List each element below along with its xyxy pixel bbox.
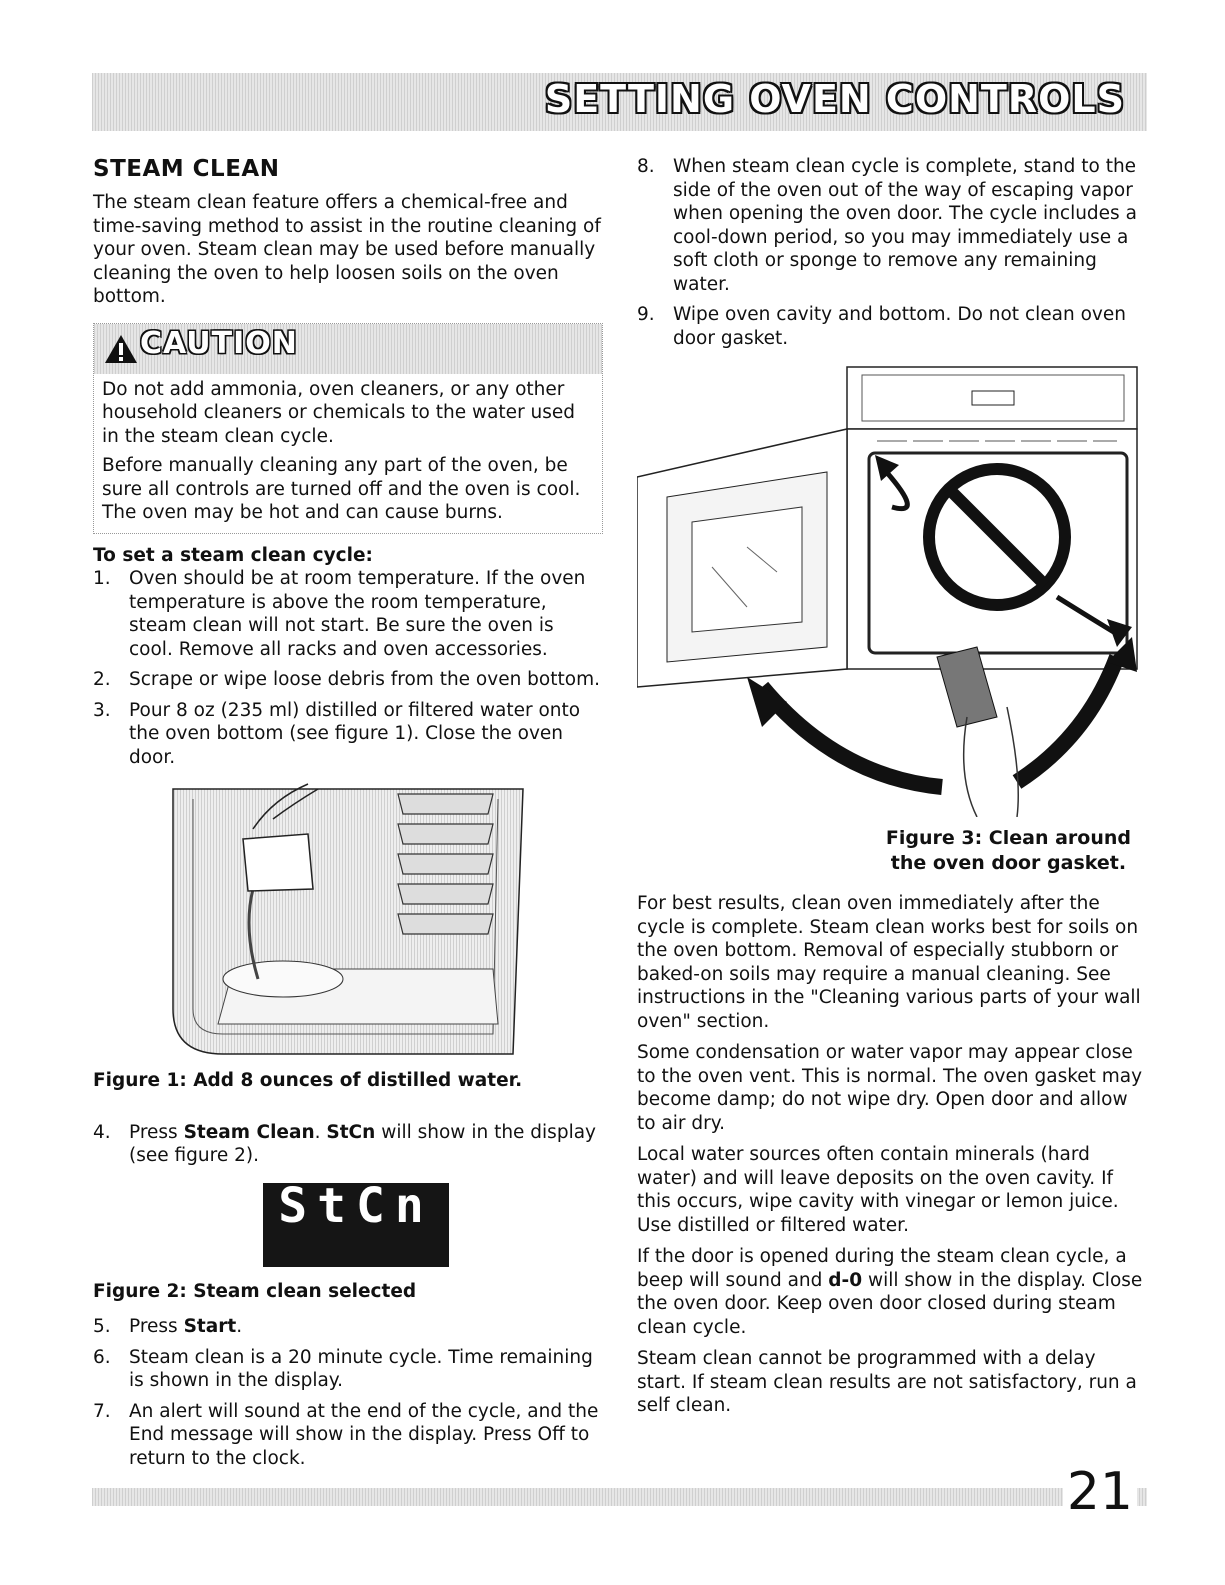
caution-box [93,323,603,534]
step-number: 1. [93,568,111,589]
step-text: An alert will sound at the end of the cycle, and the End message will show in the display. Press Off to return to the clock. [129,1400,599,1469]
figure-3-illustration [637,357,1145,882]
list-item [93,699,603,770]
step-number: 3. [93,699,111,721]
steps-list-b [93,1315,603,1470]
caution-title: CAUTION [140,325,298,361]
steam-clean-heading: STEAM CLEAN [93,156,280,182]
step-text: Oven should be at room temperature. If the oven temperature is above the room temperature, steam clean will not start. Be sure the oven is cool. Remove all racks and oven accessories. [129,568,586,660]
figure-2-illustration [93,1178,603,1270]
condensation-paragraph: Some condensation or water vapor may appear close to the oven vent. This is normal. The oven gasket may become damp; do not wipe dry. Open door and allow to air dry. [637,1042,1143,1134]
intro-paragraph: The steam clean feature offers a chemical-free and time-saving method to assist in the routine cleaning of your oven. Steam clean may be used before manually cleaning the oven to help loosen soils on the oven bottom. [93,192,601,307]
list-item [93,1346,603,1393]
step-number: 9. [637,304,655,325]
steam-clean-label: Steam Clean [183,1121,315,1143]
list-item [93,1315,603,1339]
steps-list-a [93,567,603,769]
figure-3-caption [886,826,1131,876]
step-text: . [236,1316,243,1337]
section-title: SETTING OVEN CONTROLS [544,77,1125,121]
steps-list-c [637,155,1145,350]
hard-water-paragraph: Local water sources often contain minerals (hard water) and will leave deposits on the oven cavity. If this occurs, wipe cavity with vinegar or lemon juice. Use distilled or filtered water. [637,1144,1119,1236]
step-number: 8. [637,156,655,177]
figure-1-caption: Figure 1: Add 8 ounces of distilled water. [93,1070,523,1091]
oven-door-gasket-image [637,357,1145,817]
footer-band [92,1488,1147,1506]
left-column [93,155,603,1477]
display-readout: StCn [278,1177,434,1234]
figure-3-caption-line: Figure 3: Clean around [885,827,1131,849]
step-number: 7. [93,1400,111,1422]
d0-code: d-0 [828,1269,863,1291]
right-column [637,155,1145,1418]
delay-start-paragraph: Steam clean cannot be programmed with a delay start. If steam clean results are not satisfactory, run a self clean. [637,1348,1137,1416]
step-text: Steam clean is a 20 minute cycle. Time remaining is shown in the display. [129,1346,593,1391]
caution-text-2: Before manually cleaning any part of the oven, be sure all controls are turned off and the oven is cool. The oven may be hot and can cause burns. [102,455,581,523]
oven-pouring-water-image [93,779,603,1061]
steps-subheading: To set a steam clean cycle: [93,544,373,566]
best-results-paragraph: For best results, clean oven immediately after the cycle is complete. Steam clean works best for soils on the oven bottom. Removal of especially stubborn or baked-on soils may require a manual cleaning. See instructions in the "Cleaning various parts of your wall oven" section. [637,893,1141,1032]
figure-1-illustration [93,779,603,1061]
step-number: 4. [93,1121,111,1143]
figure-2-caption: Figure 2: Steam clean selected [93,1280,417,1302]
caution-text-1: Do not add ammonia, oven cleaners, or any other household cleaners or chemicals to the water used in the steam clean cycle. [102,378,576,447]
step-number: 6. [93,1346,111,1368]
door-opened-paragraph [637,1245,1145,1339]
figure-3-caption-line: the oven door gasket. [890,852,1127,874]
oven-display-panel [263,1177,449,1267]
step-text: Pour 8 oz (235 ml) distilled or filtered water onto the oven bottom (see figure 1). Close the oven door. [129,699,581,768]
start-label: Start [183,1316,237,1337]
step-text: Scrape or wipe loose debris from the oven bottom. [129,669,600,690]
step-text: Press [129,1121,184,1143]
step-text: will show in the display (see figure 2). [129,1121,596,1166]
stcn-code: StCn [326,1121,376,1143]
page-number: 21 [1063,1464,1137,1520]
step-text: When steam clean cycle is complete, stand to the side of the oven out of the way of escaping vapor when opening the oven door. The cycle includes a cool-down period, so you may immediately use a soft cloth or sponge to remove any remaining water. [673,156,1137,295]
header-band [92,73,1147,131]
list-item [93,1121,603,1168]
list-item [637,303,1145,350]
caution-header [94,324,602,374]
list-item [93,668,603,692]
step-number: 2. [93,669,111,690]
step-number: 5. [93,1316,111,1337]
list-item [93,1400,603,1471]
list-item [637,155,1145,296]
paragraph-text: will show in the display. Close the oven door. Keep oven door closed during steam clean cycle. [637,1269,1143,1338]
paragraph-text: If the door is opened during the steam clean cycle, a beep will sound and [637,1246,1127,1291]
warning-triangle-icon [104,334,138,364]
steps-list-step4 [93,1121,603,1168]
list-item [93,567,603,661]
step-text: Wipe oven cavity and bottom. Do not clean oven door gasket. [673,304,1126,349]
step-text: Press [129,1316,184,1337]
step-text: . [314,1121,327,1143]
